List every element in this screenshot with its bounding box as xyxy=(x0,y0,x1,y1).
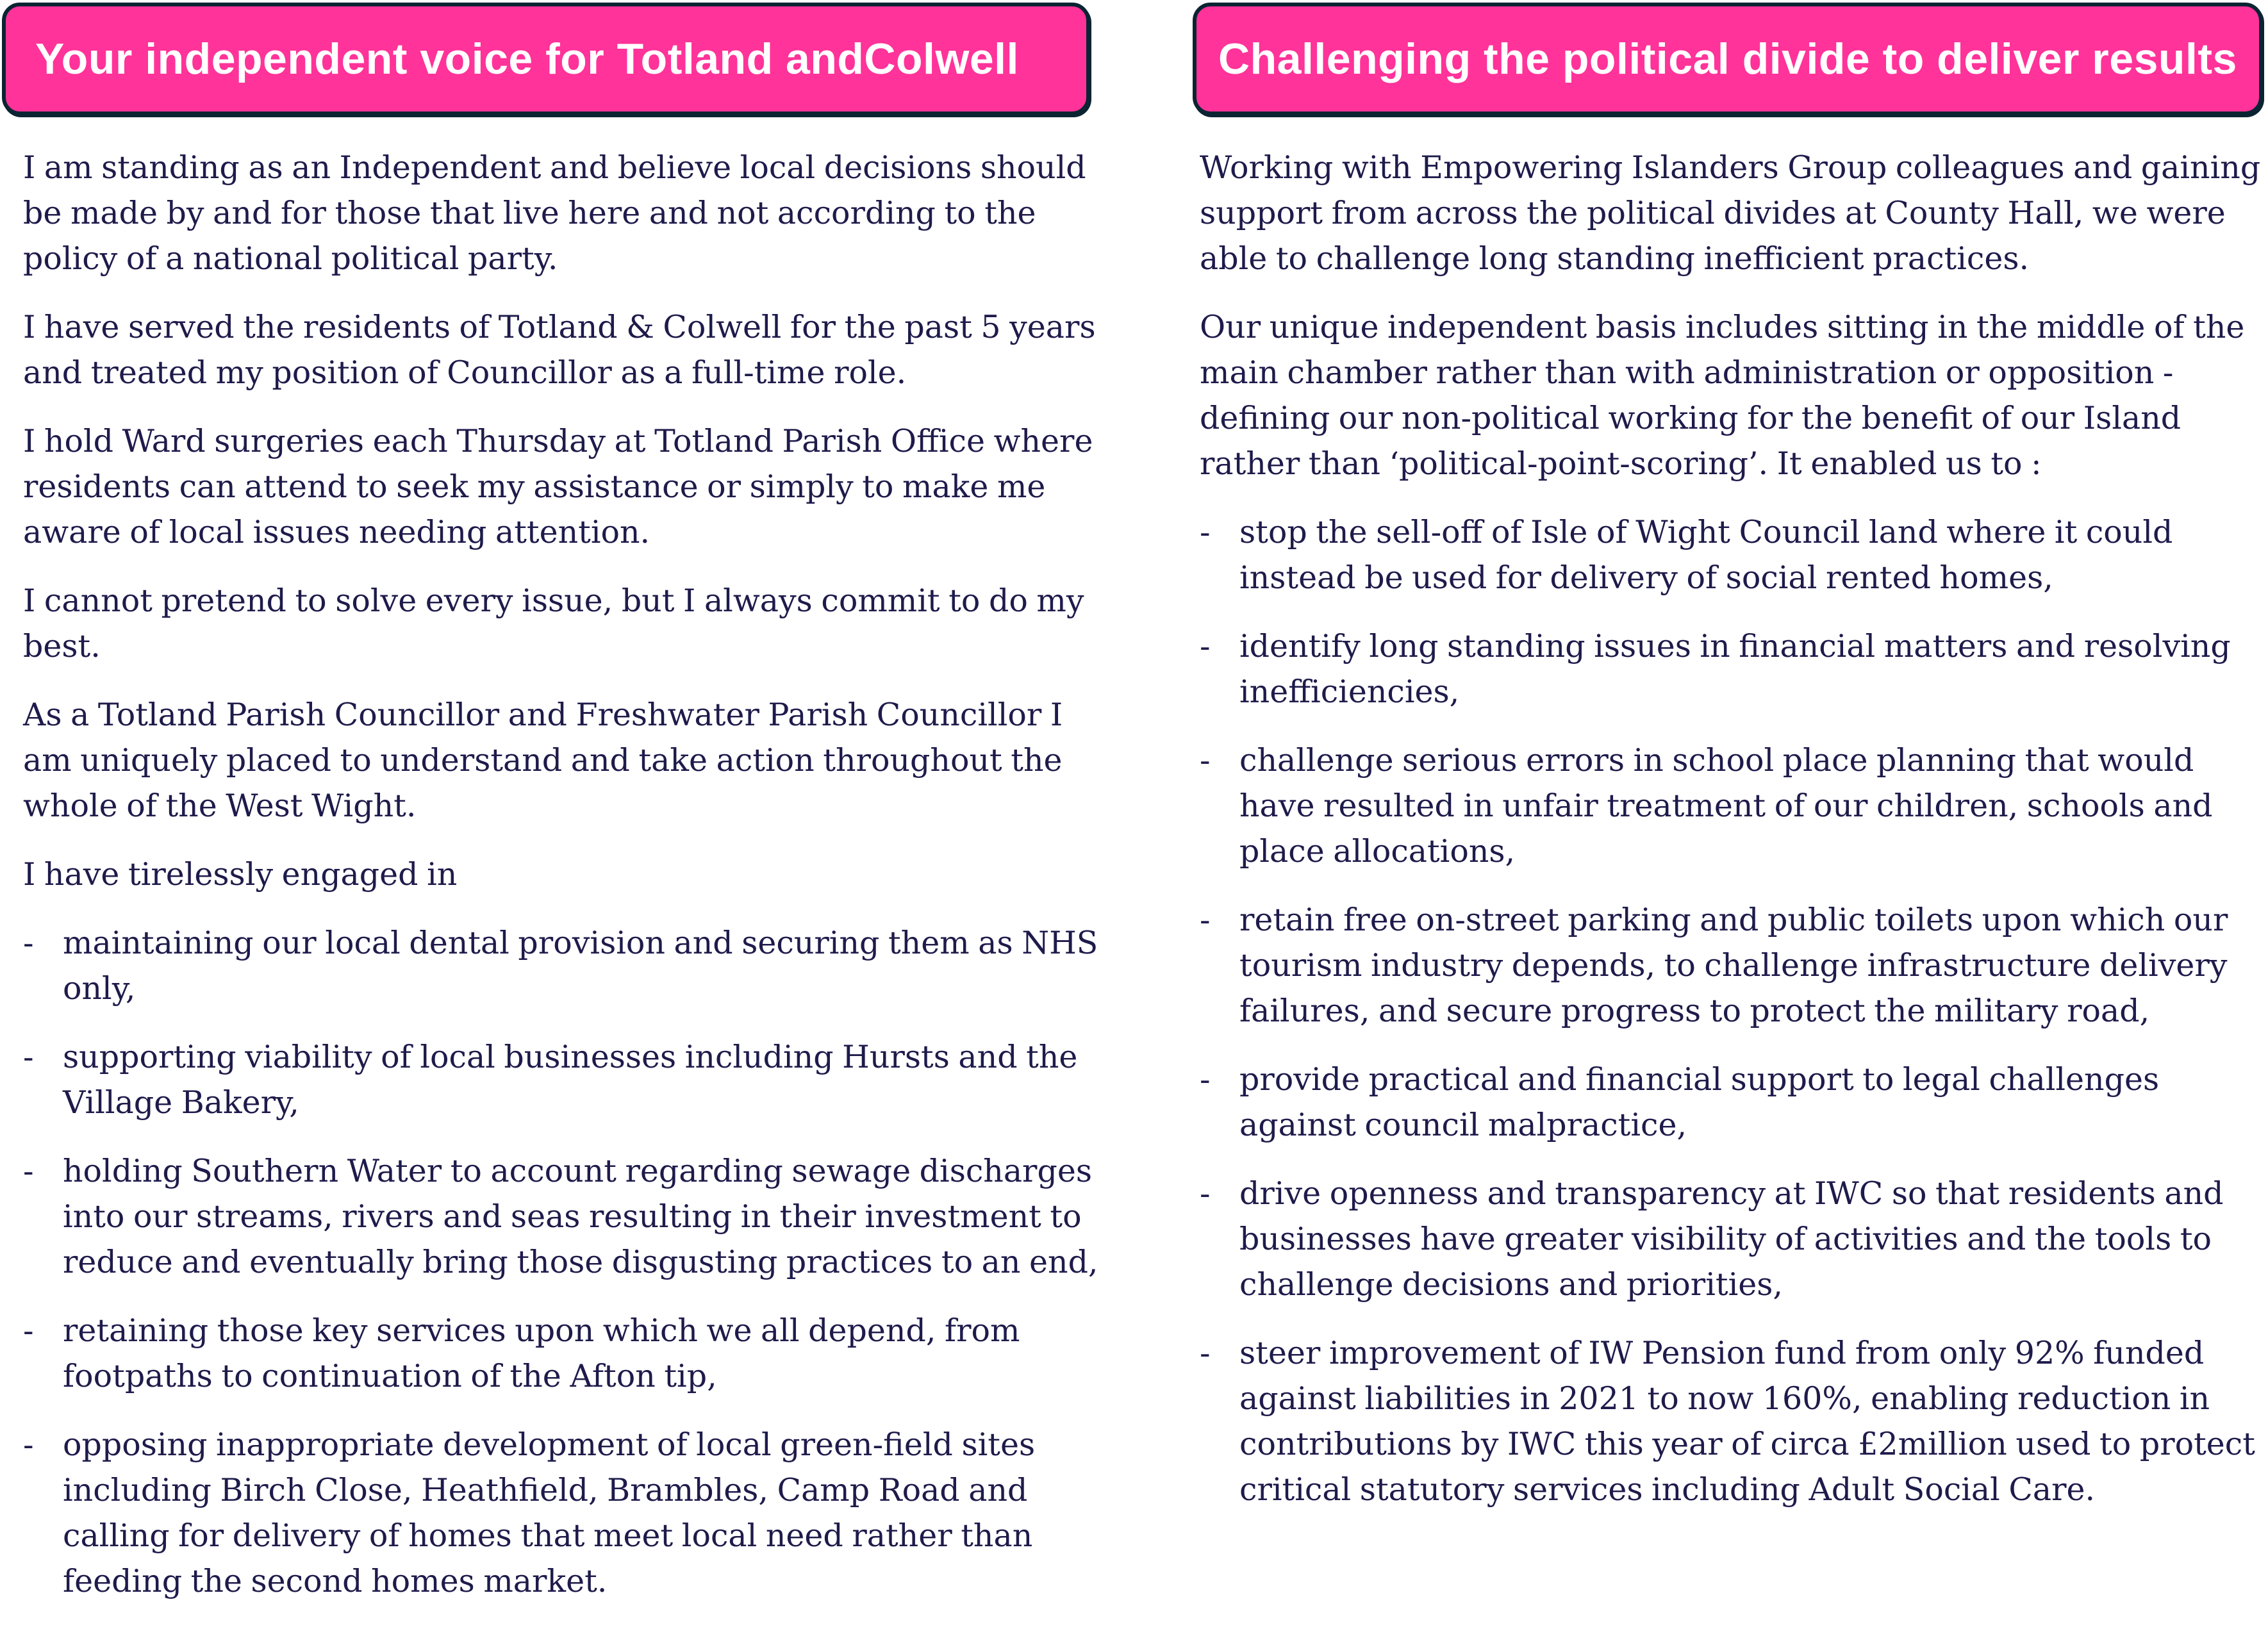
left-content xyxy=(23,145,1119,1627)
dash-bullet-icon: - xyxy=(1200,628,1211,665)
list-item xyxy=(1200,1057,2264,1148)
list-item xyxy=(23,1034,1119,1125)
dash-bullet-icon: - xyxy=(1200,902,1211,938)
list-item xyxy=(1200,897,2264,1034)
dash-bullet-icon: - xyxy=(1200,1175,1211,1212)
right-header-title: Challenging the political divide to deliver results xyxy=(1218,35,2237,83)
list-item xyxy=(23,1308,1119,1399)
list-item-text: supporting viability of local businesses including Hursts and the Village Bakery, xyxy=(63,1039,1078,1121)
list-item xyxy=(1200,509,2264,600)
right-content xyxy=(1200,145,2264,1535)
dash-bullet-icon: - xyxy=(23,1039,34,1075)
dash-bullet-icon: - xyxy=(1200,742,1211,779)
list-item xyxy=(1200,738,2264,874)
left-paragraph: I cannot pretend to solve every issue, but I always commit to do my best. xyxy=(23,582,1084,665)
dash-bullet-icon: - xyxy=(1200,1061,1211,1098)
left-header-title: Your independent voice for Totland andColwell xyxy=(35,35,1019,83)
list-item xyxy=(1200,624,2264,714)
list-item-text: retain free on-street parking and public toilets upon which our tourism industry depends, to challenge infrastructure delivery failures, and secure progress to protect the military road, xyxy=(1239,902,2228,1029)
dash-bullet-icon: - xyxy=(1200,1335,1211,1371)
right-paragraph: Our unique independent basis includes sitting in the middle of the main chamber rather than with administration or opposition - defining our non-political working for the benefit of our Island rather than ‘political-point-scoring’. It enabled us to : xyxy=(1200,309,2245,482)
left-paragraph: I have tirelessly engaged in xyxy=(23,856,458,893)
list-item-text: drive openness and transparency at IWC so that residents and businesses have greater visibility of activities and the tools to challenge decisions and priorities, xyxy=(1239,1175,2224,1303)
list-item-text: holding Southern Water to account regarding sewage discharges into our streams, rivers and seas resulting in their investment to reduce and eventually bring those disgusting practices to an end, xyxy=(63,1153,1098,1280)
left-paragraph: As a Totland Parish Councillor and Freshwater Parish Councillor I am uniquely placed to understand and take action throughout the whole of the West Wight. xyxy=(23,697,1063,824)
right-header-banner xyxy=(1193,3,2263,115)
dash-bullet-icon: - xyxy=(23,1426,34,1463)
list-item-text: stop the sell-off of Isle of Wight Council land where it could instead be used for delivery of social rented homes, xyxy=(1239,514,2173,596)
dash-bullet-icon: - xyxy=(1200,514,1211,550)
dash-bullet-icon: - xyxy=(23,1153,34,1189)
dash-bullet-icon: - xyxy=(23,1312,34,1349)
right-bullet-list xyxy=(1200,509,2264,1512)
left-header-banner xyxy=(2,3,1090,115)
list-item-text: challenge serious errors in school place planning that would have resulted in unfair treatment of our children, schools and place allocations, xyxy=(1239,742,2213,870)
list-item-text: provide practical and financial support to legal challenges against council malpractice, xyxy=(1239,1061,2160,1143)
list-item xyxy=(23,1148,1119,1285)
dash-bullet-icon: - xyxy=(23,925,34,961)
list-item xyxy=(1200,1330,2264,1512)
left-paragraph: I hold Ward surgeries each Thursday at Totland Parish Office where residents can attend to seek my assistance or simply to make me aware of local issues needing attention. xyxy=(23,423,1093,550)
left-bullet-list xyxy=(23,920,1119,1604)
list-item-text: opposing inappropriate development of local green-field sites including Birch Close, Heathfield, Brambles, Camp Road and calling for delivery of homes that meet local need rather than feeding the second homes market. xyxy=(63,1426,1036,1599)
list-item xyxy=(23,1422,1119,1604)
right-paragraph: Working with Empowering Islanders Group colleagues and gaining support from across the political divides at County Hall, we were able to challenge long standing inefficient practices. xyxy=(1200,149,2261,277)
list-item-text: retaining those key services upon which we all depend, from footpaths to continuation of the Afton tip, xyxy=(63,1312,1020,1394)
left-paragraph: I am standing as an Independent and believe local decisions should be made by and for those that live here and not according to the policy of a national political party. xyxy=(23,149,1086,277)
list-item-text: steer improvement of IW Pension fund from only 92% funded against liabilities in 2021 to now 160%, enabling reduction in contributions by IWC this year of circa £2million used to protect critical statutory services including Adult Social Care. xyxy=(1239,1335,2255,1508)
list-item-text: identify long standing issues in financial matters and resolving inefficiencies, xyxy=(1239,628,2231,710)
list-item-text: maintaining our local dental provision and securing them as NHS only, xyxy=(63,925,1098,1007)
list-item xyxy=(23,920,1119,1011)
left-paragraph: I have served the residents of Totland & Colwell for the past 5 years and treated my position of Councillor as a full-time role. xyxy=(23,309,1096,391)
list-item xyxy=(1200,1171,2264,1307)
